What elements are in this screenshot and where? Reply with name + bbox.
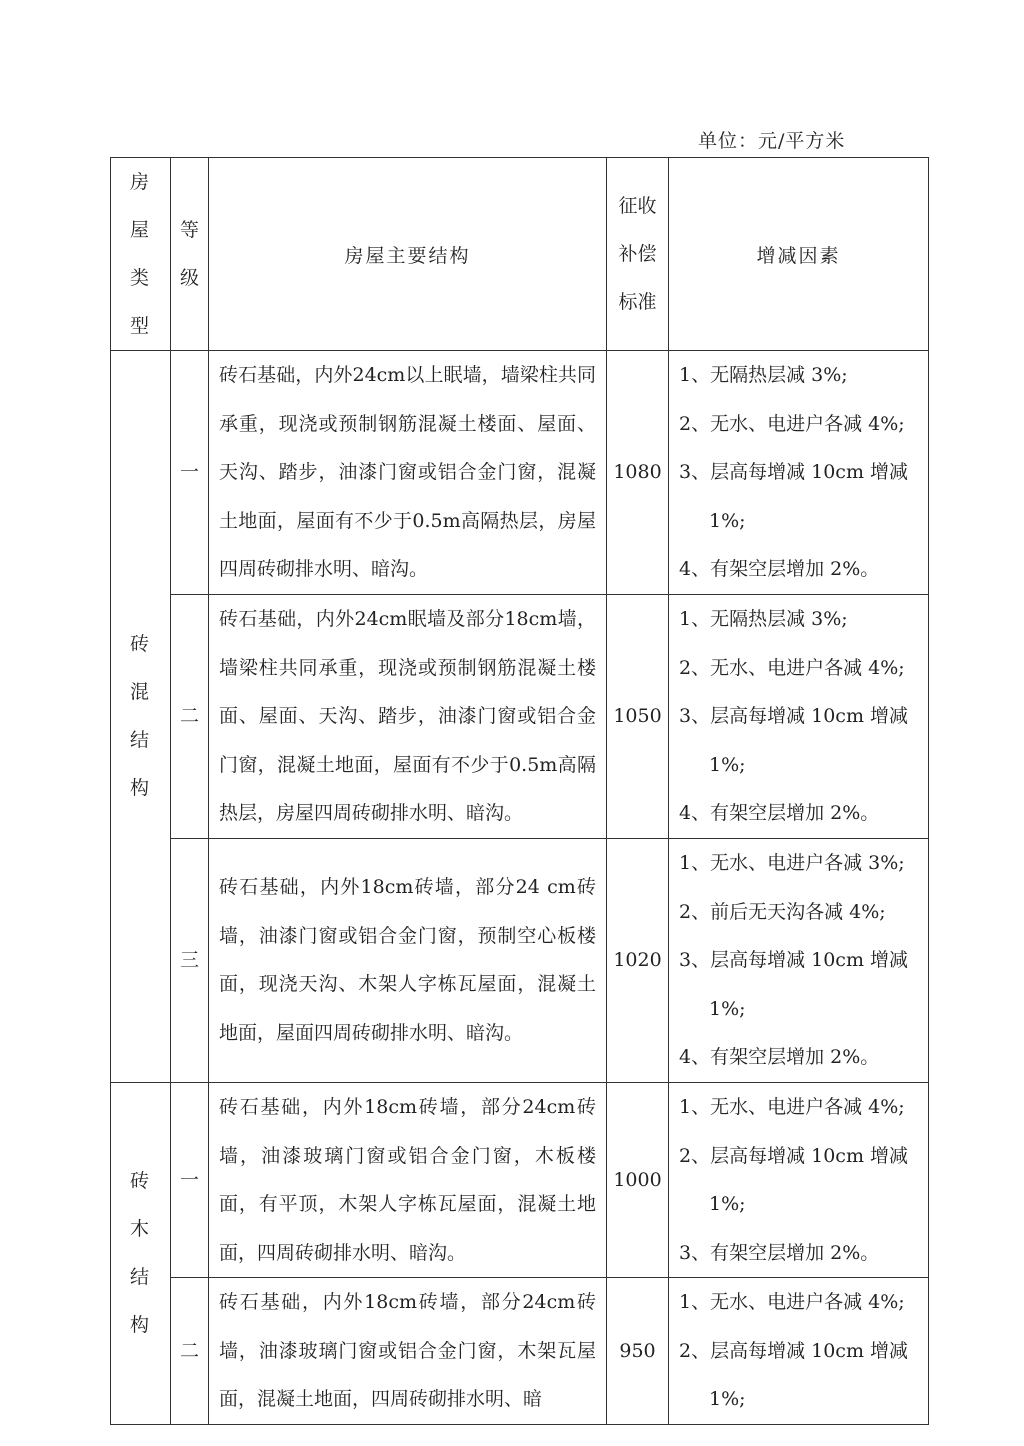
factors-cell <box>669 594 929 838</box>
table-header-row <box>111 158 929 351</box>
factor-line: 3、层高每增减 10cm 增减 <box>679 949 909 972</box>
factor-line: 1、无水、电进户各减 4%; <box>679 1095 905 1118</box>
structure-cell: 砖石基础，内外24cm眠墙及部分18cm墙，墙梁柱共同承重，现浇或预制钢筋混凝土楼面、屋面、天沟、踏步，油漆门窗或铝合金门窗，混凝土地面，屋面有不少于0.5m高隔热层，房屋四周砖砌排水明、暗沟。 <box>209 594 607 838</box>
factors-cell <box>669 1082 929 1277</box>
factor-line: 2、无水、电进户各减 4%; <box>679 656 905 679</box>
factor-line: 3、层高每增减 10cm 增减 <box>679 461 909 484</box>
factor-line: 4、有架空层增加 2%。 <box>679 802 880 825</box>
table-row <box>111 594 929 838</box>
standard-cell: 1000 <box>607 1082 669 1277</box>
grade-cell: 二 <box>171 1278 209 1425</box>
compensation-table <box>110 157 929 1425</box>
unit-label: 单位：元/平方米 <box>698 130 846 152</box>
type-cell: 砖混结构 <box>111 351 171 1083</box>
header-standard: 征收补偿标准 <box>607 158 669 351</box>
standard-cell: 1020 <box>607 838 669 1082</box>
factor-line: 2、层高每增减 10cm 增减 <box>679 1339 909 1362</box>
header-grade: 等级 <box>171 158 209 351</box>
factor-line: 2、层高每增减 10cm 增减 <box>679 1144 909 1167</box>
grade-cell: 一 <box>171 351 209 595</box>
factor-line: 3、层高每增减 10cm 增减 <box>679 705 909 728</box>
table-row <box>111 1278 929 1425</box>
factor-line: 3、有架空层增加 2%。 <box>679 1241 880 1264</box>
structure-cell: 砖石基础，内外18cm砖墙，部分24 cm砖墙，油漆门窗或铝合金门窗，预制空心板楼面，现浇天沟、木架人字栋瓦屋面，混凝土地面，屋面四周砖砌排水明、暗沟。 <box>209 838 607 1082</box>
table-row <box>111 351 929 595</box>
factor-line: 1%; <box>709 1193 746 1216</box>
header-structure: 房屋主要结构 <box>209 158 607 351</box>
factor-line: 1%; <box>709 753 746 776</box>
factors-cell <box>669 1278 929 1425</box>
grade-cell: 三 <box>171 838 209 1082</box>
factor-line: 4、有架空层增加 2%。 <box>679 558 880 581</box>
standard-cell: 950 <box>607 1278 669 1425</box>
factors-cell <box>669 351 929 595</box>
factor-line: 2、前后无天沟各减 4%; <box>679 900 886 923</box>
standard-cell: 1080 <box>607 351 669 595</box>
factor-line: 1、无水、电进户各减 3%; <box>679 851 905 874</box>
type-cell: 砖木结构 <box>111 1082 171 1424</box>
structure-cell: 砖石基础，内外18cm砖墙，部分24cm砖墙，油漆玻璃门窗或铝合金门窗，木板楼面，有平顶，木架人字栋瓦屋面，混凝土地面，四周砖砌排水明、暗沟。 <box>209 1082 607 1277</box>
grade-cell: 二 <box>171 594 209 838</box>
factor-line: 1%; <box>709 997 746 1020</box>
table-row <box>111 1082 929 1277</box>
structure-cell: 砖石基础，内外18cm砖墙，部分24cm砖墙，油漆玻璃门窗或铝合金门窗，木架瓦屋面，混凝土地面，四周砖砌排水明、暗 <box>209 1278 607 1425</box>
factor-line: 4、有架空层增加 2%。 <box>679 1046 880 1069</box>
factor-line: 1、无隔热层减 3%; <box>679 607 848 630</box>
table-row <box>111 838 929 1082</box>
factors-cell <box>669 838 929 1082</box>
structure-cell: 砖石基础，内外24cm以上眠墙，墙梁柱共同承重，现浇或预制钢筋混凝土楼面、屋面、天沟、踏步，油漆门窗或铝合金门窗，混凝土地面，屋面有不少于0.5m高隔热层，房屋四周砖砌排水明、暗沟。 <box>209 351 607 595</box>
factor-line: 1、无水、电进户各减 4%; <box>679 1291 905 1314</box>
standard-cell: 1050 <box>607 594 669 838</box>
factor-line: 1%; <box>709 1388 746 1411</box>
grade-cell: 一 <box>171 1082 209 1277</box>
header-factors: 增减因素 <box>669 158 929 351</box>
factor-line: 1、无隔热层减 3%; <box>679 364 848 386</box>
header-type: 房屋类型 <box>111 158 171 351</box>
factor-line: 1%; <box>709 509 746 532</box>
factor-line: 2、无水、电进户各减 4%; <box>679 412 905 435</box>
